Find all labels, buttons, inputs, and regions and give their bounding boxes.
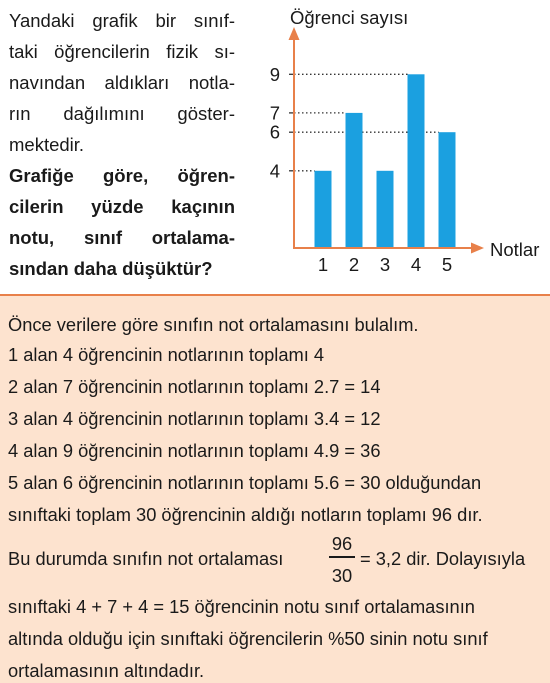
y-axis-label: Öğrenci sayısı bbox=[290, 7, 409, 28]
y-tick-label: 9 bbox=[269, 63, 280, 85]
question-bold-line: notu, sınıf ortalama- bbox=[9, 227, 235, 248]
y-tick-label: 7 bbox=[269, 102, 280, 124]
bar bbox=[377, 171, 394, 248]
question-line: Yandaki grafik bir sınıf- bbox=[9, 10, 235, 31]
x-tick-label: 5 bbox=[441, 254, 453, 275]
solution-line: altında olduğu için sınıftaki öğrencilerin %50 sinin notu sınıf bbox=[8, 628, 488, 649]
solution-line: 2 alan 7 öğrencinin notlarının toplamı 2.7 = 14 bbox=[8, 376, 381, 397]
solution-line: sınıftaki 4 + 7 + 4 = 15 öğrencinin notu sınıf ortalamasının bbox=[8, 596, 475, 617]
bar bbox=[408, 74, 425, 248]
question-bold-line: sından daha düşüktür? bbox=[9, 258, 213, 279]
fraction-bar bbox=[329, 556, 355, 558]
x-tick-label: 2 bbox=[348, 254, 360, 275]
solution-line: 1 alan 4 öğrencinin notlarının toplamı 4 bbox=[8, 344, 325, 365]
solution-line: 5 alan 6 öğrencinin notlarının toplamı 5.6 = 30 olduğundan bbox=[8, 472, 482, 493]
question-line: taki öğrencilerin fizik sı- bbox=[9, 41, 235, 62]
fraction-numerator: 96 bbox=[331, 533, 353, 554]
question-section bbox=[0, 0, 550, 295]
y-tick-label: 6 bbox=[269, 121, 280, 143]
x-tick-label: 4 bbox=[410, 254, 422, 275]
solution-line: Önce verilere göre sınıfın not ortalamasını bulalım. bbox=[8, 314, 419, 335]
y-tick-label: 4 bbox=[269, 160, 280, 182]
x-axis-label: Notlar bbox=[490, 239, 540, 260]
average-suffix: = 3,2 dir. Dolayısıyla bbox=[360, 548, 526, 569]
fraction-denominator: 30 bbox=[331, 565, 353, 586]
solution-line: ortalamasının altındadır. bbox=[8, 660, 205, 681]
bar bbox=[439, 132, 456, 248]
question-line: mektedir. bbox=[9, 134, 85, 155]
question-line: navından aldıkları notla- bbox=[9, 72, 235, 93]
solution-line: 4 alan 9 öğrencinin notlarının toplamı 4.9 = 36 bbox=[8, 440, 381, 461]
bar bbox=[315, 171, 332, 248]
solution-line: sınıftaki toplam 30 öğrencinin aldığı notların toplamı 96 dır. bbox=[8, 504, 483, 525]
x-tick-label: 1 bbox=[317, 254, 329, 275]
bar-chart bbox=[0, 0, 550, 295]
question-line: rın dağılımını göster- bbox=[9, 103, 235, 124]
x-tick-label: 3 bbox=[379, 254, 391, 275]
solution-line: 3 alan 4 öğrencinin notlarının toplamı 3.4 = 12 bbox=[8, 408, 381, 429]
question-bold-line: cilerin yüzde kaçının bbox=[9, 196, 235, 217]
y-axis-arrow-icon bbox=[289, 27, 300, 40]
bar bbox=[346, 113, 363, 248]
average-prefix: Bu durumda sınıfın not ortalaması bbox=[8, 548, 284, 569]
question-bold-line: Grafiğe göre, öğren- bbox=[9, 165, 235, 186]
x-axis-arrow-icon bbox=[471, 243, 484, 254]
